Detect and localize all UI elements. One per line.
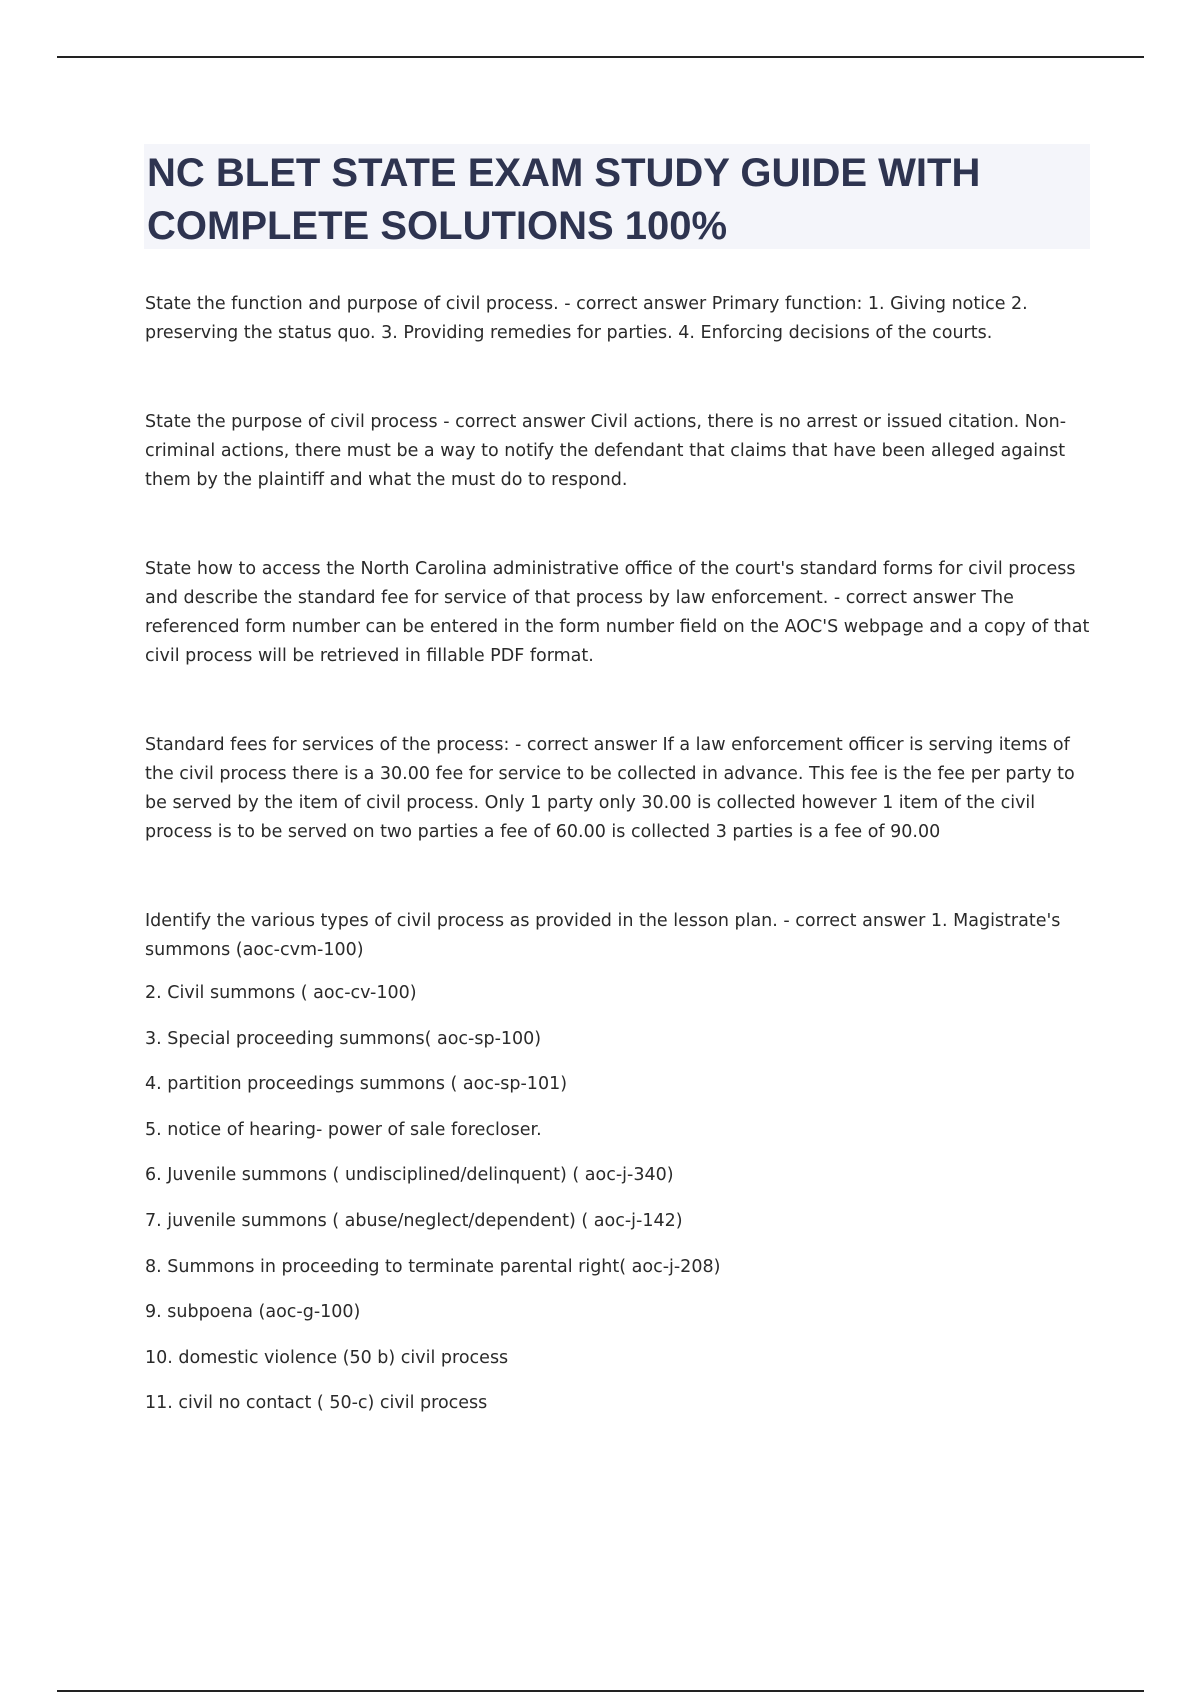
- qa-entry-2: State the purpose of civil process - correct answer Civil actions, there is no arrest or issued citation. Non-criminal actions, there must be a way to notify the defendant that claims that have been alleged against them by the plaintiff and what the must do to respond.: [145, 412, 1067, 490]
- footer-rule: [57, 1690, 1144, 1692]
- header-rule: [57, 56, 1144, 58]
- list-item: 6. Juvenile summons ( undisciplined/delinquent) ( aoc-j-340): [145, 1165, 674, 1186]
- list-item: 9. subpoena (aoc-g-100): [145, 1302, 361, 1323]
- qa-entry-3: State how to access the North Carolina administrative office of the court's standard forms for civil process and describe the standard fee for service of that process by law enforcement. - correct answer The referenced form number can be entered in the form number field on the AOC'S webpage and a copy of that civil process will be retrieved in fillable PDF format.: [145, 559, 1090, 666]
- qa-entry-1: State the function and purpose of civil process. - correct answer Primary function: 1. Giving notice 2. preserving the status quo. 3. Providing remedies for parties. 4. Enforcing decisions of the courts.: [145, 294, 1028, 343]
- qa-entry-5: Identify the various types of civil process as provided in the lesson plan. - correct answer 1. Magistrate's summons (aoc-cvm-100): [145, 911, 1061, 960]
- document-body: [145, 290, 1090, 1435]
- list-item: 5. notice of hearing- power of sale forecloser.: [145, 1119, 542, 1140]
- list-item: 4. partition proceedings summons ( aoc-sp-101): [145, 1074, 568, 1095]
- list-item: 11. civil no contact ( 50-c) civil process: [145, 1393, 488, 1414]
- list-item: 3. Special proceeding summons( aoc-sp-100): [145, 1028, 542, 1049]
- list-item: 7. juvenile summons ( abuse/neglect/dependent) ( aoc-j-142): [145, 1210, 683, 1231]
- list-item: 10. domestic violence (50 b) civil process: [145, 1347, 509, 1368]
- document-title: NC BLET STATE EXAM STUDY GUIDE WITH COMPLETE SOLUTIONS 100%: [147, 151, 981, 248]
- title-banner: [144, 144, 1090, 249]
- list-item: 2. Civil summons ( aoc-cv-100): [145, 983, 417, 1003]
- civil-process-types-list: [145, 979, 1090, 1418]
- qa-entry-4: Standard fees for services of the process: - correct answer If a law enforcement officer is serving items of the civil process there is a 30.00 fee for service to be collected in advance. This fee is the fee per party to be served by the item of civil process. Only 1 party only 30.00 is collected however 1 item of the civil process is to be served on two parties a fee of 60.00 is collected 3 parties is a fee of 90.00: [145, 735, 1075, 842]
- list-item: 8. Summons in proceeding to terminate parental right( aoc-j-208): [145, 1256, 721, 1277]
